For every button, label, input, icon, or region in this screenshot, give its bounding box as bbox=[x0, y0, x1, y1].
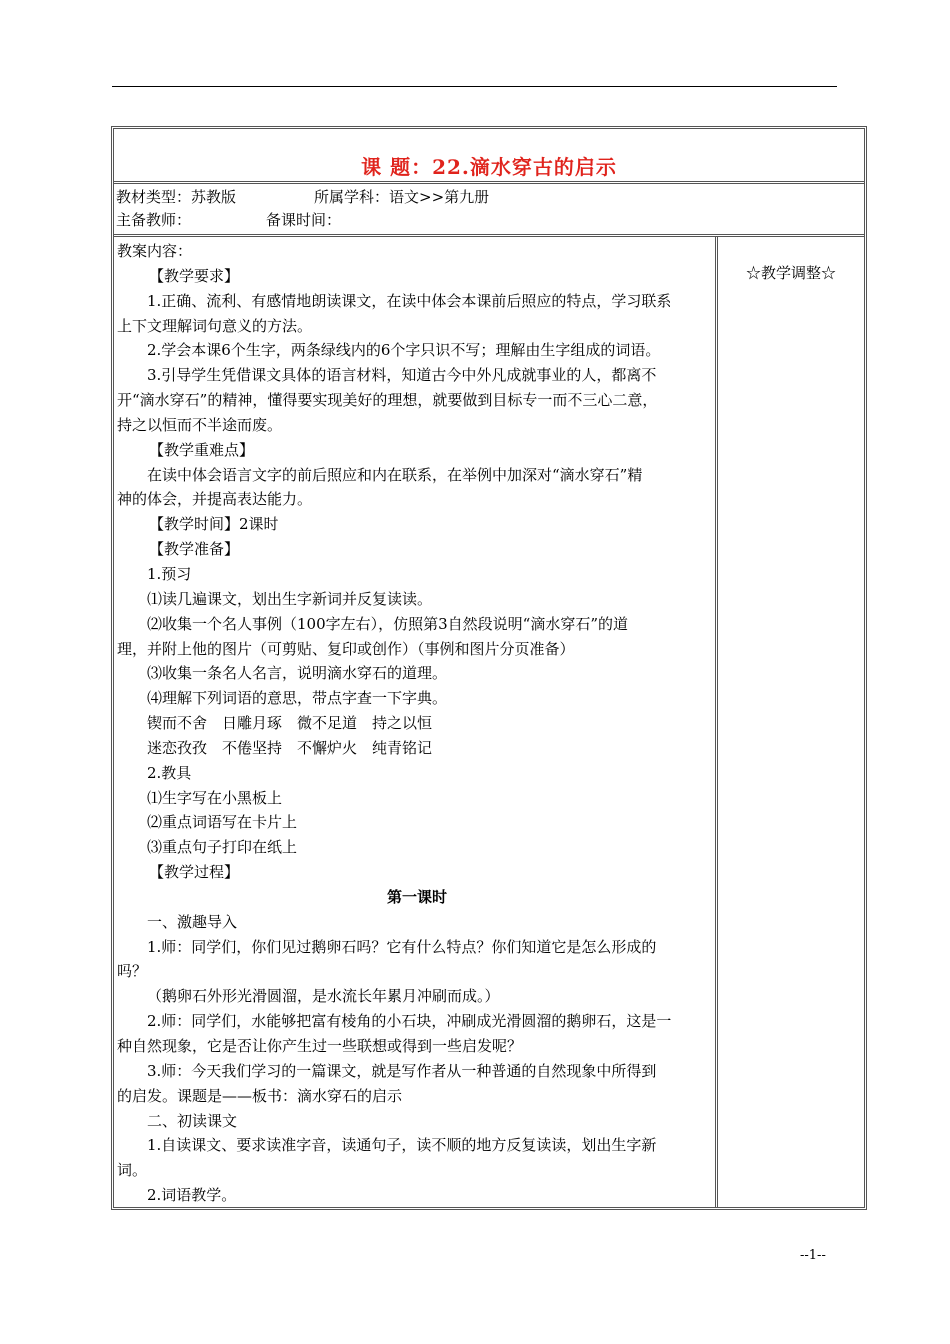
vocab-line: 锲而不舍 日雕月琢 微不足道 持之以恒 bbox=[147, 714, 433, 733]
content-line: ⑴生字写在小黑板上 bbox=[147, 788, 283, 807]
content-line: 2.学会本课6个生字，两条绿线内的6个字只识不写；理解由生字组成的词语。 bbox=[147, 341, 661, 360]
content-line: 1.正确、流利、有感情地朗读课文，在读中体会本课前后照应的特点，学习联系 bbox=[147, 291, 672, 310]
subject: 所属学科：语文>>第九册 bbox=[314, 188, 490, 206]
section-heading: 【教学重难点】 bbox=[149, 440, 255, 459]
section-heading: 【教学要求】 bbox=[149, 266, 240, 285]
section-heading: 【教学时间】2课时 bbox=[149, 515, 279, 534]
section-heading: 【教学准备】 bbox=[149, 540, 240, 559]
teacher: 主备教师： bbox=[116, 211, 192, 229]
page-number: --1-- bbox=[800, 1248, 826, 1263]
content-line: （鹅卵石外形光滑圆溜，是水流长年累月冲刷而成。） bbox=[147, 987, 500, 1006]
content-line: 3.引导学生凭借课文具体的语言材料，知道古今中外凡成就事业的人，都离不 bbox=[147, 366, 657, 385]
content-line: 词。 bbox=[117, 1161, 148, 1180]
header-rule bbox=[112, 86, 837, 87]
content-line: 教案内容： bbox=[117, 242, 193, 260]
prep-time: 备课时间： bbox=[266, 211, 342, 229]
content-line: 2.教具 bbox=[147, 763, 192, 782]
content-line: 理，并附上他的图片（可剪贴、复印或创作）（事例和图片分页准备） bbox=[117, 639, 575, 658]
content-line: 1.自读课文、要求读准字音，读通句子，读不顺的地方反复读读，划出生字新 bbox=[147, 1136, 657, 1155]
content-line: ⑵重点词语写在卡片上 bbox=[147, 813, 298, 832]
lesson-content bbox=[117, 239, 717, 1208]
content-line: 吗？ bbox=[117, 962, 148, 981]
content-line: 1.预习 bbox=[147, 564, 192, 583]
content-line: 二、初读课文 bbox=[147, 1111, 238, 1130]
meta-divider bbox=[114, 234, 864, 237]
teaching-adjustment-label: ☆教学调整☆ bbox=[745, 264, 836, 282]
content-line: ⑶收集一条名人名言，说明滴水穿石的道理。 bbox=[147, 664, 448, 683]
content-line: 2.词语教学。 bbox=[147, 1186, 237, 1205]
material-type: 教材类型：苏教版 bbox=[116, 188, 237, 206]
content-line: 持之以恒而不半途而废。 bbox=[117, 415, 283, 434]
vocab-line: 迷恋孜孜 不倦坚持 不懈炉火 纯青铭记 bbox=[147, 738, 433, 757]
content-line: 1.师：同学们，你们见过鹅卵石吗？它有什么特点？你们知道它是怎么形成的 bbox=[147, 937, 657, 956]
content-line: 种自然现象，它是否让你产生过一些联想或得到一些启发呢？ bbox=[117, 1037, 523, 1055]
content-line: 一、激趣导入 bbox=[147, 912, 238, 931]
content-line: 在读中体会语言文字的前后照应和内在联系，在举例中加深对“滴水穿石”精 bbox=[147, 465, 643, 484]
content-line: 神的体会，并提高表达能力。 bbox=[117, 490, 313, 509]
content-line: 3.师：今天我们学习的一篇课文，就是写作者从一种普通的自然现象中所得到 bbox=[147, 1061, 657, 1080]
content-line: ⑴读几遍课文，划出生字新词并反复读读。 bbox=[147, 589, 433, 608]
content-line: 2.师：同学们，水能够把富有棱角的小石块，冲刷成光滑圆溜的鹅卵石，这是一 bbox=[147, 1012, 672, 1031]
content-line: ⑷理解下列词语的意思，带点字查一下字典。 bbox=[147, 689, 448, 708]
title-divider bbox=[114, 181, 864, 184]
content-line: 上下文理解词句意义的方法。 bbox=[117, 316, 313, 335]
section-heading: 【教学过程】 bbox=[149, 863, 240, 882]
content-line: 开“滴水穿石”的精神，懂得要实现美好的理想，就要做到目标专一而不三心二意， bbox=[117, 391, 658, 410]
content-line: 的启发。课题是——板书：滴水穿石的启示 bbox=[117, 1086, 403, 1105]
lesson-plan-table bbox=[111, 126, 867, 1210]
lesson-period-heading: 第一课时 bbox=[386, 887, 447, 906]
lesson-title: 课 题：22.滴水穿古的启示 bbox=[361, 155, 617, 179]
content-line: ⑶重点句子打印在纸上 bbox=[147, 838, 298, 857]
content-line: ⑵收集一个名人事例（100字左右），仿照第3自然段说明“滴水穿石”的道 bbox=[147, 614, 629, 633]
